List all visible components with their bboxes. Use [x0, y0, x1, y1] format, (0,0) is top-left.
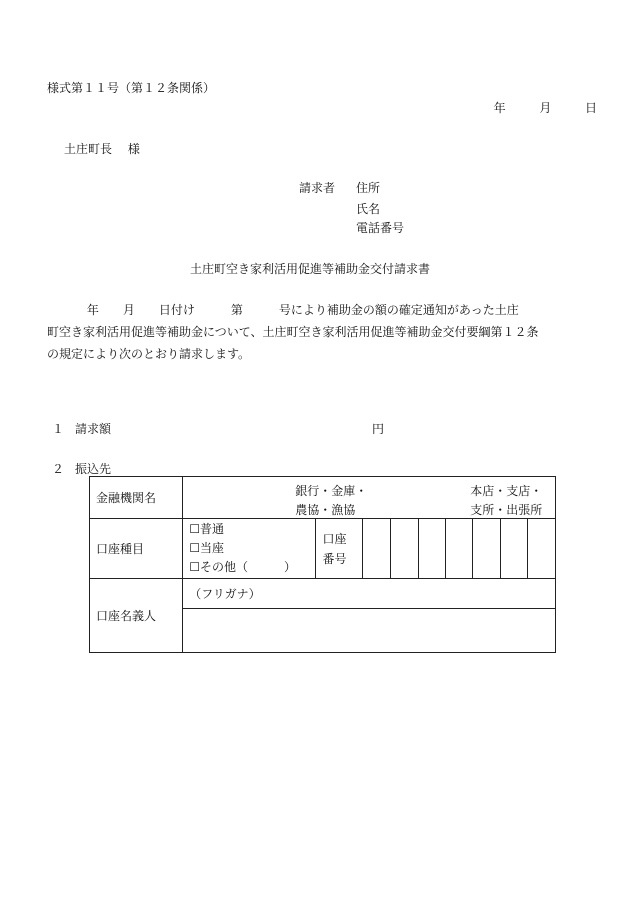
name-label: 氏名 — [356, 202, 381, 216]
item1-number: １ — [52, 422, 65, 436]
tel-label: 電話番号 — [356, 221, 405, 235]
account-number-label-1: 口座 — [322, 531, 347, 546]
checkbox-ordinary[interactable]: ☐普通 — [189, 522, 224, 536]
body-paragraph — [47, 299, 599, 365]
requester-label: 請求者 — [299, 181, 336, 195]
yen-unit: 円 — [372, 422, 385, 436]
item2-number: ２ — [52, 462, 65, 476]
account-number-label — [316, 519, 362, 579]
account-digit-1[interactable] — [362, 519, 390, 579]
date-line — [494, 101, 597, 115]
account-type-label: 口座種目 — [90, 519, 183, 579]
item-transfer-destination — [52, 462, 112, 476]
furigana-field[interactable] — [183, 579, 556, 609]
form-number: 様式第１１号（第１２条関係） — [47, 81, 216, 95]
account-type-options — [183, 519, 316, 579]
addressee: 土庄町長 様 — [64, 142, 140, 156]
bank-account-table — [89, 476, 556, 653]
account-digit-3[interactable] — [418, 519, 445, 579]
checkbox-other[interactable]: ☐その他（ ） — [189, 560, 296, 574]
branch-types-line1: 本店・支店・ — [470, 484, 543, 498]
holder-name-field[interactable] — [183, 609, 556, 653]
body-line-3: の規定により次のとおり請求します。 — [47, 347, 251, 361]
date-year: 年 — [493, 101, 506, 115]
body-line-2: 町空き家利活用促進等補助金について、土庄町空き家利活用促進等補助金交付要綱第１２条 — [47, 325, 539, 339]
account-digit-4[interactable] — [445, 519, 472, 579]
bank-types-line2: 農協・漁協 — [295, 503, 356, 517]
checkbox-current[interactable]: ☐当座 — [189, 541, 224, 555]
institution-row — [90, 477, 556, 519]
body-line-1: 年 月 日付け 第 号により補助金の額の確定通知があった土庄 — [47, 303, 519, 317]
item-claim-amount — [52, 422, 112, 436]
holder-label: 口座名義人 — [90, 579, 183, 653]
account-row — [90, 519, 556, 579]
item2-label: 振込先 — [75, 462, 112, 476]
item1-label: 請求額 — [75, 422, 112, 436]
branch-types-line2: 支所・出張所 — [470, 503, 543, 517]
account-digit-7[interactable] — [527, 519, 555, 579]
holder-furigana-row — [90, 579, 556, 609]
account-number-label-2: 番号 — [322, 551, 347, 566]
account-digit-2[interactable] — [390, 519, 418, 579]
date-month: 月 — [539, 101, 552, 115]
address-label: 住所 — [356, 181, 381, 195]
date-day: 日 — [584, 101, 597, 115]
account-digit-6[interactable] — [500, 519, 527, 579]
institution-field[interactable] — [183, 477, 556, 519]
document-title: 土庄町空き家利活用促進等補助金交付請求書 — [190, 262, 431, 276]
furigana-label: （フリガナ） — [189, 587, 261, 601]
bank-types-line1: 銀行・金庫・ — [295, 484, 368, 498]
account-digit-5[interactable] — [472, 519, 500, 579]
institution-label: 金融機関名 — [90, 477, 183, 519]
